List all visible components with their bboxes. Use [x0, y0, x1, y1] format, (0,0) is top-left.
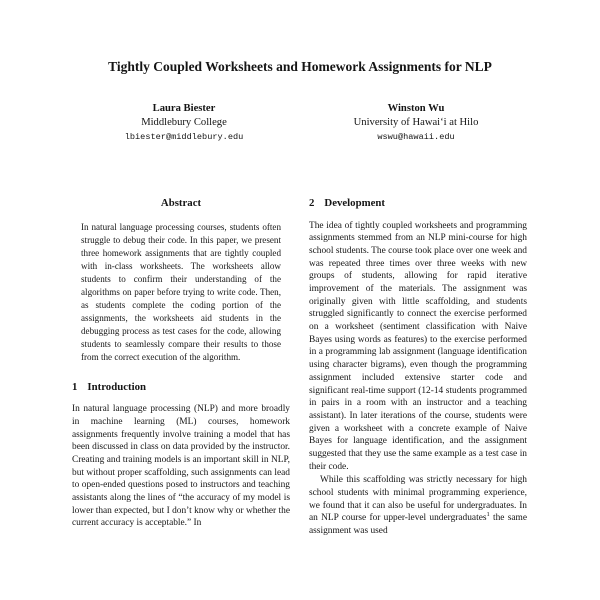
- section-2-paragraph-2: [309, 474, 527, 537]
- section-2-paragraph-1: The idea of tightly coupled worksheets and programming assignments stemmed from an NLP mini-course for high school students. The course took place over one week and was repeated three times over three weeks with new groups of students, allowing for rapid iterative improvement of the materials. The assignment was originally given with little scaffolding, and students struggled significantly to connect the exercise performed on a worksheet (sentiment classification with Naive Bayes using words as features) to the exercise performed in a programming lab assignment (language identification using character bigrams), even though the programming assignment included extensive starter code and significant real-time support (12-14 students programmed in pairs in a room with an instructor and a teaching assistant). In later iterations of the course, students were given a worksheet with a concrete example of Naive Bayes for language identification, and the assignment suggested that they use the same example as a test case in their code.: [309, 220, 527, 472]
- right-column: [309, 196, 527, 538]
- section-number: 2: [309, 197, 315, 209]
- section-1-paragraph-1: In natural language processing (NLP) and more broadly in machine learning (ML) courses, homework assignments frequently involve training a model that has been discussed in class on data provided by the instructor. Creating and training models is an important skill in NLP, but without proper scaffolding, such assignments can lead to open-ended questions posed to instructors and teaching assistants along the lines of “the accuracy of my model is lower than expected, but I don’t know why or whether the current accuracy is acceptable.” In: [72, 404, 290, 529]
- section-number: 1: [72, 380, 78, 393]
- left-column: [72, 196, 290, 538]
- section-2-heading: [309, 196, 527, 211]
- abstract-text: In natural language processing courses, students often struggle to debug their code. In this paper, we present three homework assignments that are tightly coupled with in-class worksheets. The worksheets allow students to confirm their understanding of the algorithms on paper before trying to write code. Then, as students complete the coding portion of the assignments, the worksheets aid students in the debugging process as test cases for the code, allowing students to seamlessly compare their results to those from the correct execution of the algorithm.: [81, 221, 281, 362]
- section-title: Introduction: [87, 380, 147, 393]
- author-2: [336, 103, 496, 142]
- two-column-body: [72, 196, 528, 538]
- section-title: Development: [324, 197, 385, 209]
- author-email: lbiester@middlebury.edu: [124, 132, 244, 142]
- author-affiliation: Middlebury College: [141, 117, 227, 128]
- paper-title: Tightly Coupled Worksheets and Homework Assignments for NLP: [108, 59, 492, 74]
- paragraph-text: the same assignment was used: [309, 513, 527, 537]
- author-block: [0, 103, 600, 142]
- author-email: wswu@hawaii.edu: [377, 132, 455, 142]
- author-1: [104, 103, 264, 142]
- author-name: Winston Wu: [387, 103, 445, 114]
- abstract-heading: Abstract: [160, 197, 202, 209]
- author-affiliation: University of Hawaiʻi at Hilo: [353, 117, 479, 128]
- paragraph-text: While this scaffolding was strictly necessary for high school students with minimal programming experience, we found that it can also be useful for undergraduates. In an NLP course for upper-level undergraduates: [309, 475, 527, 524]
- author-name: Laura Biester: [152, 103, 216, 114]
- section-1-heading: [72, 380, 290, 395]
- footnote-marker: 1: [486, 511, 490, 519]
